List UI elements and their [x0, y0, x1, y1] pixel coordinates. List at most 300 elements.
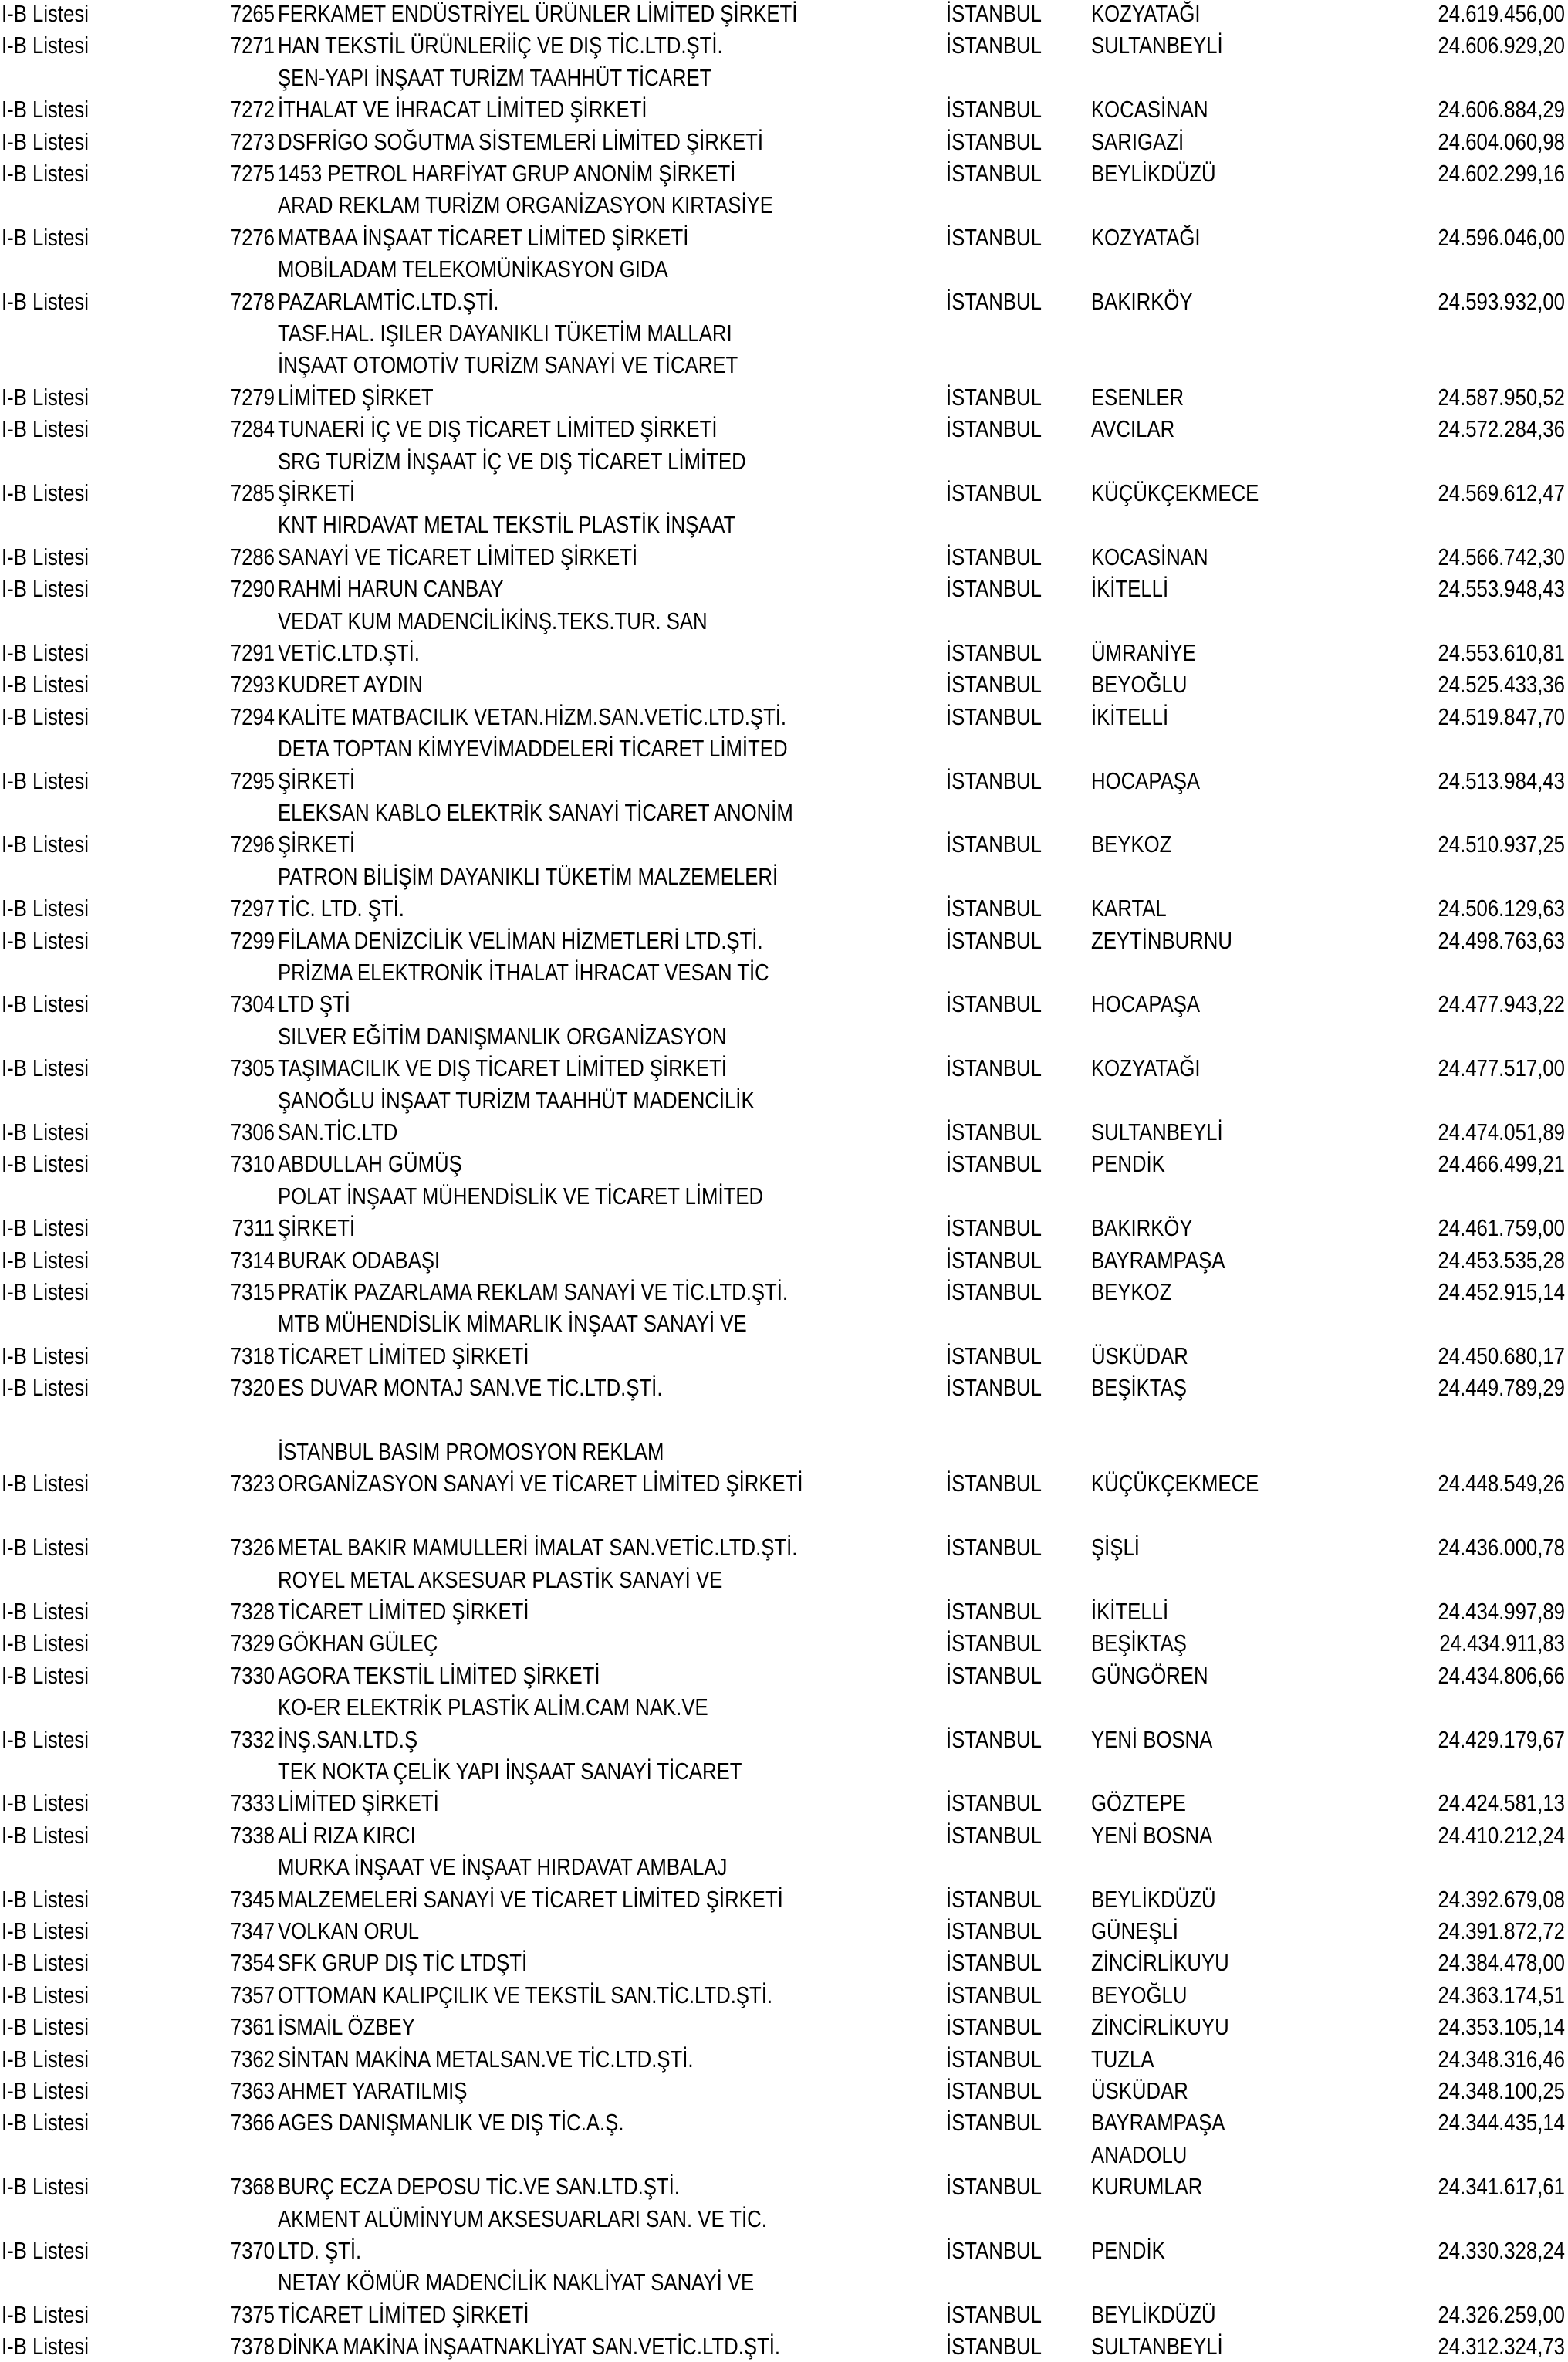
- city: İSTANBUL: [946, 895, 1042, 922]
- district-line: KOCASİNAN: [1091, 543, 1208, 570]
- amount: 24.619.456,00: [1438, 0, 1565, 27]
- amount: 24.452.915,14: [1438, 1278, 1565, 1305]
- district-line: BEYLİKDÜZÜ: [1091, 2301, 1216, 2328]
- amount: 24.434.806,66: [1438, 1662, 1565, 1689]
- city: İSTANBUL: [946, 1726, 1042, 1753]
- record-number: 7330: [230, 1662, 275, 1689]
- city: İSTANBUL: [946, 639, 1042, 666]
- record-number: 7366: [230, 2109, 275, 2136]
- district-line: BAKIRKÖY: [1091, 288, 1193, 315]
- amount: 24.348.316,46: [1438, 2046, 1565, 2073]
- company-name-line: ALİ RIZA KIRCI: [278, 1822, 416, 1849]
- amount: 24.602.299,16: [1438, 160, 1565, 187]
- district-line: BAKIRKÖY: [1091, 1214, 1193, 1241]
- record-number: 7362: [230, 2046, 275, 2073]
- amount: 24.519.847,70: [1438, 703, 1565, 730]
- record-number: 7314: [230, 1247, 275, 1274]
- company-name-line: KALİTE MATBACILIK VETAN.HİZM.SAN.VETİC.LTD.ŞTİ.: [278, 703, 787, 730]
- list-label: I-B Listesi: [2, 1150, 89, 1177]
- company-name-line: DSFRİGO SOĞUTMA SİSTEMLERİ LİMİTED ŞİRKETİ: [278, 128, 764, 155]
- record-number: 7273: [230, 128, 275, 155]
- company-name-line: TAŞIMACILIK VE DIŞ TİCARET LİMİTED ŞİRKETİ: [278, 1054, 727, 1081]
- district-line: BEYKOZ: [1091, 1278, 1172, 1305]
- city: İSTANBUL: [946, 703, 1042, 730]
- record-number: 7297: [230, 895, 275, 922]
- district-line: BEYKOZ: [1091, 831, 1172, 858]
- company-name-line: HAN TEKSTİL ÜRÜNLERİİÇ VE DIŞ TİC.LTD.ŞTİ.: [278, 32, 723, 59]
- company-name-line: NETAY KÖMÜR MADENCİLİK NAKLİYAT SANAYİ VE: [278, 2269, 755, 2296]
- city: İSTANBUL: [946, 1214, 1042, 1241]
- amount: 24.353.105,14: [1438, 2013, 1565, 2040]
- district-line: GÖZTEPE: [1091, 1789, 1186, 1816]
- list-label: I-B Listesi: [2, 1917, 89, 1944]
- district-line: ANADOLU: [1091, 2141, 1188, 2168]
- amount: 24.466.499,21: [1438, 1150, 1565, 1177]
- list-label: I-B Listesi: [2, 224, 89, 251]
- city: İSTANBUL: [946, 2237, 1042, 2264]
- amount: 24.363.174,51: [1438, 1981, 1565, 2008]
- district-line: BEYOĞLU: [1091, 671, 1188, 698]
- district-line: SULTANBEYLİ: [1091, 1118, 1223, 1145]
- amount: 24.391.872,72: [1438, 1917, 1565, 1944]
- city: İSTANBUL: [946, 671, 1042, 698]
- list-label: I-B Listesi: [2, 927, 89, 954]
- city: İSTANBUL: [946, 1949, 1042, 1976]
- amount: 24.513.984,43: [1438, 767, 1565, 794]
- company-name-line: MURKA İNŞAAT VE İNŞAAT HIRDAVAT AMBALAJ: [278, 1853, 728, 1880]
- district-line: KOCASİNAN: [1091, 96, 1208, 123]
- record-number: 7354: [230, 1949, 275, 1976]
- company-name-line: ŞANOĞLU İNŞAAT TURİZM TAAHHÜT MADENCİLİK: [278, 1087, 755, 1114]
- amount: 24.384.478,00: [1438, 1949, 1565, 1976]
- city: İSTANBUL: [946, 831, 1042, 858]
- record-number: 7333: [230, 1789, 275, 1816]
- company-name-line: ARAD REKLAM TURİZM ORGANİZASYON KIRTASİYE: [278, 191, 773, 218]
- company-name-line: AKMENT ALÜMİNYUM AKSESUARLARI SAN. VE TİC.: [278, 2205, 767, 2232]
- list-label: I-B Listesi: [2, 895, 89, 922]
- list-label: I-B Listesi: [2, 2077, 89, 2104]
- city: İSTANBUL: [946, 575, 1042, 602]
- city: İSTANBUL: [946, 1150, 1042, 1177]
- list-label: I-B Listesi: [2, 2301, 89, 2328]
- city: İSTANBUL: [946, 1662, 1042, 1689]
- district-line: GÜNGÖREN: [1091, 1662, 1208, 1689]
- amount: 24.434.997,89: [1438, 1598, 1565, 1625]
- company-name-line: MOBİLADAM TELEKOMÜNİKASYON GIDA: [278, 255, 668, 283]
- amount: 24.434.911,83: [1439, 1629, 1565, 1656]
- city: İSTANBUL: [946, 1886, 1042, 1913]
- record-number: 7271: [230, 32, 275, 59]
- list-label: I-B Listesi: [2, 2109, 89, 2136]
- city: İSTANBUL: [946, 415, 1042, 442]
- company-name-line: DETA TOPTAN KİMYEVİMADDELERİ TİCARET LİMİTED: [278, 735, 788, 762]
- amount: 24.477.517,00: [1438, 1054, 1565, 1081]
- record-number: 7296: [230, 831, 275, 858]
- amount: 24.330.328,24: [1438, 2237, 1565, 2264]
- district-line: İKİTELLİ: [1091, 1598, 1169, 1625]
- list-label: I-B Listesi: [2, 1118, 89, 1145]
- amount: 24.424.581,13: [1438, 1789, 1565, 1816]
- list-label: I-B Listesi: [2, 990, 89, 1017]
- list-label: I-B Listesi: [2, 1374, 89, 1401]
- district-line: KOZYATAĞI: [1091, 1054, 1201, 1081]
- district-line: BEŞİKTAŞ: [1091, 1629, 1187, 1656]
- city: İSTANBUL: [946, 1822, 1042, 1849]
- company-name-line: KUDRET AYDIN: [278, 671, 423, 698]
- company-name-line: İNŞ.SAN.LTD.Ş: [278, 1726, 418, 1753]
- city: İSTANBUL: [946, 2301, 1042, 2328]
- district-line: KURUMLAR: [1091, 2173, 1203, 2200]
- list-label: I-B Listesi: [2, 2237, 89, 2264]
- city: İSTANBUL: [946, 2333, 1042, 2360]
- company-name-line: ES DUVAR MONTAJ SAN.VE TİC.LTD.ŞTİ.: [278, 1374, 663, 1401]
- district-line: GÜNEŞLİ: [1091, 1917, 1178, 1944]
- district-line: ESENLER: [1091, 384, 1184, 411]
- district-line: BEYLİKDÜZÜ: [1091, 1886, 1216, 1913]
- company-name-line: İSMAİL ÖZBEY: [278, 2013, 415, 2040]
- company-name-line: LİMİTED ŞİRKETİ: [278, 1789, 439, 1816]
- record-number: 7318: [230, 1342, 275, 1369]
- amount: 24.606.884,29: [1438, 96, 1565, 123]
- record-number: 7290: [230, 575, 275, 602]
- list-label: I-B Listesi: [2, 0, 89, 27]
- company-name-line: POLAT İNŞAAT MÜHENDİSLİK VE TİCARET LİMİTED: [278, 1183, 764, 1210]
- record-number: 7276: [230, 224, 275, 251]
- record-number: 7370: [230, 2237, 275, 2264]
- company-name-line: TASF.HAL. IŞILER DAYANIKLI TÜKETİM MALLARI: [278, 320, 732, 347]
- company-name-line: ROYEL METAL AKSESUAR PLASTİK SANAYİ VE: [278, 1566, 723, 1593]
- list-label: I-B Listesi: [2, 2333, 89, 2360]
- record-number: 7329: [230, 1629, 275, 1656]
- company-name-line: MATBAA İNŞAAT TİCARET LİMİTED ŞİRKETİ: [278, 224, 689, 251]
- city: İSTANBUL: [946, 384, 1042, 411]
- amount: 24.410.212,24: [1438, 1822, 1565, 1849]
- record-number: 7320: [230, 1374, 275, 1401]
- amount: 24.436.000,78: [1438, 1534, 1565, 1561]
- district-line: PENDİK: [1091, 2237, 1165, 2264]
- amount: 24.344.435,14: [1438, 2109, 1565, 2136]
- company-name-line: ŞİRKETİ: [278, 1214, 356, 1241]
- amount: 24.572.284,36: [1438, 415, 1565, 442]
- company-name-line: TEK NOKTA ÇELİK YAPI İNŞAAT SANAYİ TİCARET: [278, 1758, 742, 1785]
- district-line: SULTANBEYLİ: [1091, 32, 1223, 59]
- district-line: HOCAPAŞA: [1091, 990, 1201, 1017]
- list-label: I-B Listesi: [2, 1278, 89, 1305]
- company-name-line: VEDAT KUM MADENCİLİKİNŞ.TEKS.TUR. SAN: [278, 607, 708, 634]
- company-name-line: OTTOMAN KALIPÇILIK VE TEKSTİL SAN.TİC.LTD.ŞTİ.: [278, 1981, 773, 2008]
- company-name-line: ŞİRKETİ: [278, 479, 356, 506]
- amount: 24.593.932,00: [1438, 288, 1565, 315]
- list-label: I-B Listesi: [2, 1214, 89, 1241]
- list-label: I-B Listesi: [2, 575, 89, 602]
- record-number: 7363: [230, 2077, 275, 2104]
- list-label: I-B Listesi: [2, 160, 89, 187]
- city: İSTANBUL: [946, 1981, 1042, 2008]
- company-name-line: SANAYİ VE TİCARET LİMİTED ŞİRKETİ: [278, 543, 638, 570]
- company-name-line: ŞEN-YAPI İNŞAAT TURİZM TAAHHÜT TİCARET: [278, 64, 712, 91]
- record-number: 7285: [230, 479, 275, 506]
- city: İSTANBUL: [946, 1278, 1042, 1305]
- amount: 24.474.051,89: [1438, 1118, 1565, 1145]
- amount: 24.606.929,20: [1438, 32, 1565, 59]
- amount: 24.477.943,22: [1438, 990, 1565, 1017]
- company-name-line: FİLAMA DENİZCİLİK VELİMAN HİZMETLERİ LTD.ŞTİ.: [278, 927, 763, 954]
- city: İSTANBUL: [946, 1598, 1042, 1625]
- amount: 24.448.549,26: [1438, 1470, 1565, 1497]
- list-label: I-B Listesi: [2, 1726, 89, 1753]
- list-label: I-B Listesi: [2, 96, 89, 123]
- city: İSTANBUL: [946, 1342, 1042, 1369]
- record-number: 7345: [230, 1886, 275, 1913]
- list-label: I-B Listesi: [2, 1598, 89, 1625]
- amount: 24.596.046,00: [1438, 224, 1565, 251]
- record-number: 7279: [230, 384, 275, 411]
- company-name-line: GÖKHAN GÜLEÇ: [278, 1629, 438, 1656]
- list-label: I-B Listesi: [2, 1822, 89, 1849]
- city: İSTANBUL: [946, 32, 1042, 59]
- amount: 24.453.535,28: [1438, 1247, 1565, 1274]
- list-label: I-B Listesi: [2, 831, 89, 858]
- record-number: 7311: [231, 1214, 275, 1241]
- record-number: 7332: [230, 1726, 275, 1753]
- city: İSTANBUL: [946, 128, 1042, 155]
- company-name-line: İSTANBUL BASIM PROMOSYON REKLAM: [278, 1438, 664, 1465]
- record-number: 7338: [230, 1822, 275, 1849]
- company-name-line: KNT HIRDAVAT METAL TEKSTİL PLASTİK İNŞAAT: [278, 511, 736, 538]
- list-label: I-B Listesi: [2, 2173, 89, 2200]
- company-name-line: 1453 PETROL HARFİYAT GRUP ANONİM ŞİRKETİ: [278, 160, 736, 187]
- district-line: KARTAL: [1091, 895, 1167, 922]
- district-line: ZEYTİNBURNU: [1091, 927, 1232, 954]
- amount: 24.506.129,63: [1438, 895, 1565, 922]
- list-label: I-B Listesi: [2, 767, 89, 794]
- company-name-line: İTHALAT VE İHRACAT LİMİTED ŞİRKETİ: [278, 96, 647, 123]
- record-number: 7375: [230, 2301, 275, 2328]
- amount: 24.553.610,81: [1438, 639, 1565, 666]
- company-name-line: SAN.TİC.LTD: [278, 1118, 398, 1145]
- city: İSTANBUL: [946, 2109, 1042, 2136]
- record-number: 7294: [230, 703, 275, 730]
- district-line: SULTANBEYLİ: [1091, 2333, 1223, 2360]
- record-number: 7293: [230, 671, 275, 698]
- city: İSTANBUL: [946, 1247, 1042, 1274]
- record-number: 7304: [230, 990, 275, 1017]
- record-number: 7323: [230, 1470, 275, 1497]
- city: İSTANBUL: [946, 2077, 1042, 2104]
- list-label: I-B Listesi: [2, 1789, 89, 1816]
- city: İSTANBUL: [946, 288, 1042, 315]
- amount: 24.348.100,25: [1438, 2077, 1565, 2104]
- amount: 24.312.324,73: [1438, 2333, 1565, 2360]
- list-label: I-B Listesi: [2, 1629, 89, 1656]
- record-number: 7272: [230, 96, 275, 123]
- list-label: I-B Listesi: [2, 1342, 89, 1369]
- city: İSTANBUL: [946, 2046, 1042, 2073]
- district-line: YENİ BOSNA: [1091, 1822, 1213, 1849]
- district-line: ÜMRANİYE: [1091, 639, 1196, 666]
- district-line: BEŞİKTAŞ: [1091, 1374, 1187, 1401]
- company-name-line: LİMİTED ŞİRKET: [278, 384, 434, 411]
- company-name-line: TİCARET LİMİTED ŞİRKETİ: [278, 1598, 529, 1625]
- district-line: ZİNCİRLİKUYU: [1091, 1949, 1229, 1976]
- list-label: I-B Listesi: [2, 1886, 89, 1913]
- record-number: 7357: [230, 1981, 275, 2008]
- city: İSTANBUL: [946, 2013, 1042, 2040]
- record-number: 7286: [230, 543, 275, 570]
- company-name-line: METAL BAKIR MAMULLERİ İMALAT SAN.VETİC.LTD.ŞTİ.: [278, 1534, 798, 1561]
- record-number: 7347: [230, 1917, 275, 1944]
- district-line: SARIGAZİ: [1091, 128, 1184, 155]
- amount: 24.449.789,29: [1438, 1374, 1565, 1401]
- amount: 24.498.763,63: [1438, 927, 1565, 954]
- list-label: I-B Listesi: [2, 128, 89, 155]
- company-name-line: PRİZMA ELEKTRONİK İTHALAT İHRACAT VESAN TİC: [278, 959, 769, 986]
- district-line: İKİTELLİ: [1091, 575, 1169, 602]
- amount: 24.525.433,36: [1438, 671, 1565, 698]
- district-line: KOZYATAĞI: [1091, 224, 1201, 251]
- record-number: 7284: [230, 415, 275, 442]
- list-label: I-B Listesi: [2, 2013, 89, 2040]
- amount: 24.392.679,08: [1438, 1886, 1565, 1913]
- list-label: I-B Listesi: [2, 703, 89, 730]
- city: İSTANBUL: [946, 0, 1042, 27]
- district-line: BAYRAMPAŞA: [1091, 2109, 1225, 2136]
- company-name-line: MALZEMELERİ SANAYİ VE TİCARET LİMİTED ŞİRKETİ: [278, 1886, 783, 1913]
- amount: 24.461.759,00: [1438, 1214, 1565, 1241]
- city: İSTANBUL: [946, 1470, 1042, 1497]
- company-name-line: TİC. LTD. ŞTİ.: [278, 895, 404, 922]
- city: İSTANBUL: [946, 2173, 1042, 2200]
- company-name-line: MTB MÜHENDİSLİK MİMARLIK İNŞAAT SANAYİ VE: [278, 1310, 747, 1337]
- company-name-line: VOLKAN ORUL: [278, 1917, 420, 1944]
- city: İSTANBUL: [946, 1374, 1042, 1401]
- district-line: AVCILAR: [1091, 415, 1175, 442]
- company-name-line: TİCARET LİMİTED ŞİRKETİ: [278, 2301, 529, 2328]
- company-name-line: VETİC.LTD.ŞTİ.: [278, 639, 420, 666]
- amount: 24.450.680,17: [1438, 1342, 1565, 1369]
- company-name-line: SİNTAN MAKİNA METALSAN.VE TİC.LTD.ŞTİ.: [278, 2046, 694, 2073]
- company-name-line: BURÇ ECZA DEPOSU TİC.VE SAN.LTD.ŞTİ.: [278, 2173, 680, 2200]
- list-label: I-B Listesi: [2, 1247, 89, 1274]
- district-line: ŞİŞLİ: [1091, 1534, 1140, 1561]
- list-label: I-B Listesi: [2, 288, 89, 315]
- company-name-line: PAZARLAMTİC.LTD.ŞTİ.: [278, 288, 499, 315]
- city: İSTANBUL: [946, 1054, 1042, 1081]
- record-number: 7265: [230, 0, 275, 27]
- record-number: 7278: [230, 288, 275, 315]
- company-name-line: FERKAMET ENDÜSTRİYEL ÜRÜNLER LİMİTED ŞİRKETİ: [278, 0, 798, 27]
- list-label: I-B Listesi: [2, 1054, 89, 1081]
- company-name-line: TUNAERİ İÇ VE DIŞ TİCARET LİMİTED ŞİRKETİ: [278, 415, 718, 442]
- record-number: 7361: [230, 2013, 275, 2040]
- company-name-line: AHMET YARATILMIŞ: [278, 2077, 468, 2104]
- company-name-line: DİNKA MAKİNA İNŞAATNAKLİYAT SAN.VETİC.LTD.ŞTİ.: [278, 2333, 781, 2360]
- city: İSTANBUL: [946, 1629, 1042, 1656]
- company-name-line: İNŞAAT OTOMOTİV TURİZM SANAYİ VE TİCARET: [278, 351, 738, 378]
- company-name-line: ŞİRKETİ: [278, 767, 356, 794]
- company-name-line: AGES DANIŞMANLIK VE DIŞ TİC.A.Ş.: [278, 2109, 624, 2136]
- city: İSTANBUL: [946, 96, 1042, 123]
- district-line: TUZLA: [1091, 2046, 1154, 2073]
- company-name-line: ŞİRKETİ: [278, 831, 356, 858]
- company-name-line: BURAK ODABAŞI: [278, 1247, 441, 1274]
- company-name-line: RAHMİ HARUN CANBAY: [278, 575, 504, 602]
- district-line: YENİ BOSNA: [1091, 1726, 1213, 1753]
- city: İSTANBUL: [946, 1534, 1042, 1561]
- record-number: 7291: [230, 639, 275, 666]
- record-number: 7295: [230, 767, 275, 794]
- record-number: 7368: [230, 2173, 275, 2200]
- list-label: I-B Listesi: [2, 1662, 89, 1689]
- record-number: 7315: [230, 1278, 275, 1305]
- district-line: BAYRAMPAŞA: [1091, 1247, 1225, 1274]
- district-line: İKİTELLİ: [1091, 703, 1169, 730]
- amount: 24.429.179,67: [1438, 1726, 1565, 1753]
- record-number: 7299: [230, 927, 275, 954]
- company-name-line: PRATİK PAZARLAMA REKLAM SANAYİ VE TİC.LTD.ŞTİ.: [278, 1278, 789, 1305]
- company-name-line: TİCARET LİMİTED ŞİRKETİ: [278, 1342, 529, 1369]
- city: İSTANBUL: [946, 543, 1042, 570]
- company-name-line: KO-ER ELEKTRİK PLASTİK ALİM.CAM NAK.VE: [278, 1694, 708, 1721]
- list-label: I-B Listesi: [2, 1981, 89, 2008]
- city: İSTANBUL: [946, 767, 1042, 794]
- record-number: 7305: [230, 1054, 275, 1081]
- city: İSTANBUL: [946, 1789, 1042, 1816]
- company-name-line: SRG TURİZM İNŞAAT İÇ VE DIŞ TİCARET LİMİTED: [278, 448, 746, 475]
- list-label: I-B Listesi: [2, 1949, 89, 1976]
- record-number: 7328: [230, 1598, 275, 1625]
- city: İSTANBUL: [946, 927, 1042, 954]
- amount: 24.510.937,25: [1438, 831, 1565, 858]
- record-number: 7378: [230, 2333, 275, 2360]
- company-name-line: LTD. ŞTİ.: [278, 2237, 362, 2264]
- record-number: 7275: [230, 160, 275, 187]
- amount: 24.553.948,43: [1438, 575, 1565, 602]
- amount: 24.604.060,98: [1438, 128, 1565, 155]
- district-line: BEYOĞLU: [1091, 1981, 1188, 2008]
- list-label: I-B Listesi: [2, 384, 89, 411]
- city: İSTANBUL: [946, 224, 1042, 251]
- city: İSTANBUL: [946, 479, 1042, 506]
- list-label: I-B Listesi: [2, 543, 89, 570]
- district-line: ÜSKÜDAR: [1091, 2077, 1188, 2104]
- district-line: BEYLİKDÜZÜ: [1091, 160, 1216, 187]
- company-name-line: SFK GRUP DIŞ TİC LTDŞTİ: [278, 1949, 528, 1976]
- company-name-line: ELEKSAN KABLO ELEKTRİK SANAYİ TİCARET ANONİM: [278, 799, 793, 826]
- district-line: ZİNCİRLİKUYU: [1091, 2013, 1229, 2040]
- record-number: 7306: [230, 1118, 275, 1145]
- city: İSTANBUL: [946, 990, 1042, 1017]
- list-label: I-B Listesi: [2, 415, 89, 442]
- city: İSTANBUL: [946, 160, 1042, 187]
- record-number: 7326: [230, 1534, 275, 1561]
- district-line: PENDİK: [1091, 1150, 1165, 1177]
- amount: 24.569.612,47: [1438, 479, 1565, 506]
- list-label: I-B Listesi: [2, 32, 89, 59]
- district-line: KOZYATAĞI: [1091, 0, 1201, 27]
- company-name-line: PATRON BİLİŞİM DAYANIKLI TÜKETİM MALZEMELERİ: [278, 863, 779, 890]
- amount: 24.566.742,30: [1438, 543, 1565, 570]
- company-name-line: AGORA TEKSTİL LİMİTED ŞİRKETİ: [278, 1662, 600, 1689]
- list-label: I-B Listesi: [2, 671, 89, 698]
- company-name-line: LTD ŞTİ: [278, 990, 350, 1017]
- district-line: KÜÇÜKÇEKMECE: [1091, 479, 1259, 506]
- list-label: I-B Listesi: [2, 1470, 89, 1497]
- district-line: HOCAPAŞA: [1091, 767, 1201, 794]
- list-label: I-B Listesi: [2, 479, 89, 506]
- company-name-line: SILVER EĞİTİM DANIŞMANLIK ORGANİZASYON: [278, 1023, 727, 1050]
- list-label: I-B Listesi: [2, 2046, 89, 2073]
